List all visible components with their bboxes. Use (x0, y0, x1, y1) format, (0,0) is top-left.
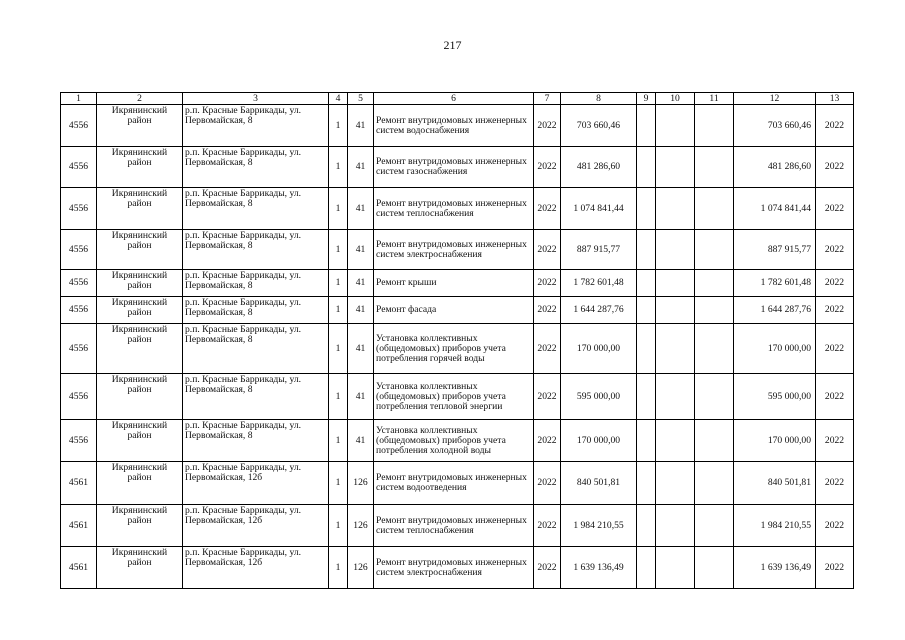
work-type-cell: Установка коллективных (общедомовых) приборов учета потребления холодной воды (374, 420, 534, 462)
col-9-value-cell (637, 105, 656, 147)
table-row (61, 324, 854, 374)
address-cell: р.п. Красные Баррикады, ул. Первомайская, 8 (183, 147, 329, 188)
col-9-value-cell (637, 230, 656, 270)
row-number-cell: 4556 (61, 188, 97, 230)
year-planned-cell: 2022 (534, 188, 561, 230)
col-5-value-cell: 41 (348, 230, 374, 270)
col-4-value-cell: 1 (329, 324, 348, 374)
col-10-value-cell (656, 105, 695, 147)
col-11-value-cell (695, 462, 734, 505)
total-cost-cell: 887 915,77 (561, 230, 637, 270)
work-type-cell: Ремонт внутридомовых инженерных систем электроснабжения (374, 547, 534, 589)
col-5-value-cell: 126 (348, 547, 374, 589)
col-9-value-cell (637, 297, 656, 324)
col-11-value-cell (695, 547, 734, 589)
table-body (61, 93, 854, 589)
total-cost-cell: 1 074 841,44 (561, 188, 637, 230)
col-11-value-cell (695, 188, 734, 230)
col-9-value-cell (637, 324, 656, 374)
col-9-value-cell (637, 270, 656, 297)
district-cell: Икрянинский район (97, 147, 183, 188)
col-4-value-cell: 1 (329, 188, 348, 230)
col-9-value-cell (637, 547, 656, 589)
col-5-value-cell: 126 (348, 462, 374, 505)
col-4-value-cell: 1 (329, 105, 348, 147)
col-4-value-cell: 1 (329, 547, 348, 589)
col-10-value-cell (656, 505, 695, 547)
year-planned-cell: 2022 (534, 505, 561, 547)
row-number-cell: 4556 (61, 147, 97, 188)
col-11-value-cell (695, 505, 734, 547)
total-cost-cell: 840 501,81 (561, 462, 637, 505)
column-number-7: 7 (534, 93, 561, 105)
col-4-value-cell: 1 (329, 420, 348, 462)
address-cell: р.п. Красные Баррикады, ул. Первомайская, 8 (183, 230, 329, 270)
table-row (61, 297, 854, 324)
column-number-12: 12 (734, 93, 816, 105)
col-5-value-cell: 41 (348, 188, 374, 230)
fund-cost-cell: 887 915,77 (734, 230, 816, 270)
col-11-value-cell (695, 147, 734, 188)
col-11-value-cell (695, 230, 734, 270)
year-planned-cell: 2022 (534, 462, 561, 505)
total-cost-cell: 170 000,00 (561, 420, 637, 462)
work-type-cell: Ремонт внутридомовых инженерных систем электроснабжения (374, 230, 534, 270)
col-5-value-cell: 41 (348, 324, 374, 374)
year-planned-cell: 2022 (534, 324, 561, 374)
total-cost-cell: 170 000,00 (561, 324, 637, 374)
row-number-cell: 4556 (61, 297, 97, 324)
district-cell: Икрянинский район (97, 374, 183, 420)
table-row (61, 270, 854, 297)
work-type-cell: Ремонт крыши (374, 270, 534, 297)
district-cell: Икрянинский район (97, 297, 183, 324)
fund-cost-cell: 840 501,81 (734, 462, 816, 505)
col-4-value-cell: 1 (329, 270, 348, 297)
col-5-value-cell: 126 (348, 505, 374, 547)
address-cell: р.п. Красные Баррикады, ул. Первомайская, 8 (183, 374, 329, 420)
fund-cost-cell: 703 660,46 (734, 105, 816, 147)
col-4-value-cell: 1 (329, 147, 348, 188)
address-cell: р.п. Красные Баррикады, ул. Первомайская, 8 (183, 420, 329, 462)
col-9-value-cell (637, 374, 656, 420)
table-row (61, 147, 854, 188)
col-11-value-cell (695, 374, 734, 420)
year-planned-cell: 2022 (534, 420, 561, 462)
column-number-9: 9 (637, 93, 656, 105)
table-row (61, 188, 854, 230)
district-cell: Икрянинский район (97, 270, 183, 297)
col-5-value-cell: 41 (348, 105, 374, 147)
column-number-3: 3 (183, 93, 329, 105)
year-planned-cell: 2022 (534, 270, 561, 297)
col-11-value-cell (695, 105, 734, 147)
col-5-value-cell: 41 (348, 374, 374, 420)
year-completion-cell: 2022 (816, 105, 854, 147)
year-completion-cell: 2022 (816, 270, 854, 297)
address-cell: р.п. Красные Баррикады, ул. Первомайская, 12б (183, 462, 329, 505)
work-type-cell: Ремонт внутридомовых инженерных систем водоотведения (374, 462, 534, 505)
fund-cost-cell: 1 074 841,44 (734, 188, 816, 230)
year-completion-cell: 2022 (816, 505, 854, 547)
column-number-1: 1 (61, 93, 97, 105)
year-planned-cell: 2022 (534, 297, 561, 324)
address-cell: р.п. Красные Баррикады, ул. Первомайская, 12б (183, 505, 329, 547)
row-number-cell: 4556 (61, 420, 97, 462)
row-number-cell: 4561 (61, 505, 97, 547)
district-cell: Икрянинский район (97, 420, 183, 462)
row-number-cell: 4556 (61, 270, 97, 297)
total-cost-cell: 481 286,60 (561, 147, 637, 188)
col-10-value-cell (656, 188, 695, 230)
table-row (61, 505, 854, 547)
fund-cost-cell: 481 286,60 (734, 147, 816, 188)
address-cell: р.п. Красные Баррикады, ул. Первомайская, 8 (183, 270, 329, 297)
table-row (61, 230, 854, 270)
col-10-value-cell (656, 462, 695, 505)
col-11-value-cell (695, 270, 734, 297)
address-cell: р.п. Красные Баррикады, ул. Первомайская, 8 (183, 297, 329, 324)
district-cell: Икрянинский район (97, 105, 183, 147)
col-5-value-cell: 41 (348, 147, 374, 188)
column-number-10: 10 (656, 93, 695, 105)
year-completion-cell: 2022 (816, 420, 854, 462)
district-cell: Икрянинский район (97, 505, 183, 547)
work-type-cell: Ремонт внутридомовых инженерных систем газоснабжения (374, 147, 534, 188)
col-10-value-cell (656, 230, 695, 270)
work-type-cell: Установка коллективных (общедомовых) приборов учета потребления горячей воды (374, 324, 534, 374)
table-row (61, 374, 854, 420)
fund-cost-cell: 170 000,00 (734, 324, 816, 374)
year-completion-cell: 2022 (816, 297, 854, 324)
col-5-value-cell: 41 (348, 270, 374, 297)
year-planned-cell: 2022 (534, 374, 561, 420)
col-5-value-cell: 41 (348, 297, 374, 324)
column-number-5: 5 (348, 93, 374, 105)
work-type-cell: Ремонт внутридомовых инженерных систем теплоснабжения (374, 188, 534, 230)
total-cost-cell: 1 782 601,48 (561, 270, 637, 297)
year-planned-cell: 2022 (534, 230, 561, 270)
fund-cost-cell: 170 000,00 (734, 420, 816, 462)
year-completion-cell: 2022 (816, 147, 854, 188)
row-number-cell: 4561 (61, 547, 97, 589)
col-10-value-cell (656, 547, 695, 589)
col-4-value-cell: 1 (329, 462, 348, 505)
address-cell: р.п. Красные Баррикады, ул. Первомайская, 8 (183, 188, 329, 230)
address-cell: р.п. Красные Баррикады, ул. Первомайская, 8 (183, 105, 329, 147)
district-cell: Икрянинский район (97, 188, 183, 230)
fund-cost-cell: 1 782 601,48 (734, 270, 816, 297)
fund-cost-cell: 1 644 287,76 (734, 297, 816, 324)
work-type-cell: Установка коллективных (общедомовых) приборов учета потребления тепловой энергии (374, 374, 534, 420)
column-number-11: 11 (695, 93, 734, 105)
fund-cost-cell: 1 639 136,49 (734, 547, 816, 589)
year-planned-cell: 2022 (534, 147, 561, 188)
year-completion-cell: 2022 (816, 374, 854, 420)
col-9-value-cell (637, 505, 656, 547)
address-cell: р.п. Красные Баррикады, ул. Первомайская, 12б (183, 547, 329, 589)
col-11-value-cell (695, 324, 734, 374)
column-number-8: 8 (561, 93, 637, 105)
col-9-value-cell (637, 188, 656, 230)
district-cell: Икрянинский район (97, 547, 183, 589)
col-10-value-cell (656, 324, 695, 374)
district-cell: Икрянинский район (97, 462, 183, 505)
col-10-value-cell (656, 374, 695, 420)
table-row (61, 105, 854, 147)
col-5-value-cell: 41 (348, 420, 374, 462)
total-cost-cell: 703 660,46 (561, 105, 637, 147)
table-row (61, 420, 854, 462)
col-4-value-cell: 1 (329, 505, 348, 547)
district-cell: Икрянинский район (97, 230, 183, 270)
col-10-value-cell (656, 147, 695, 188)
registry-table (60, 92, 854, 589)
year-completion-cell: 2022 (816, 188, 854, 230)
column-number-6: 6 (374, 93, 534, 105)
col-10-value-cell (656, 297, 695, 324)
col-10-value-cell (656, 420, 695, 462)
col-10-value-cell (656, 270, 695, 297)
year-planned-cell: 2022 (534, 547, 561, 589)
col-4-value-cell: 1 (329, 230, 348, 270)
col-4-value-cell: 1 (329, 374, 348, 420)
total-cost-cell: 595 000,00 (561, 374, 637, 420)
col-11-value-cell (695, 420, 734, 462)
row-number-cell: 4556 (61, 324, 97, 374)
row-number-cell: 4556 (61, 374, 97, 420)
work-type-cell: Ремонт фасада (374, 297, 534, 324)
year-completion-cell: 2022 (816, 230, 854, 270)
year-planned-cell: 2022 (534, 105, 561, 147)
row-number-cell: 4556 (61, 230, 97, 270)
year-completion-cell: 2022 (816, 462, 854, 505)
col-9-value-cell (637, 147, 656, 188)
column-number-row (61, 93, 854, 105)
total-cost-cell: 1 644 287,76 (561, 297, 637, 324)
work-type-cell: Ремонт внутридомовых инженерных систем теплоснабжения (374, 505, 534, 547)
col-9-value-cell (637, 420, 656, 462)
column-number-2: 2 (97, 93, 183, 105)
row-number-cell: 4556 (61, 105, 97, 147)
column-number-13: 13 (816, 93, 854, 105)
column-number-4: 4 (329, 93, 348, 105)
fund-cost-cell: 595 000,00 (734, 374, 816, 420)
table-row (61, 462, 854, 505)
col-9-value-cell (637, 462, 656, 505)
year-completion-cell: 2022 (816, 547, 854, 589)
address-cell: р.п. Красные Баррикады, ул. Первомайская, 8 (183, 324, 329, 374)
district-cell: Икрянинский район (97, 324, 183, 374)
row-number-cell: 4561 (61, 462, 97, 505)
col-11-value-cell (695, 297, 734, 324)
table-row (61, 547, 854, 589)
col-4-value-cell: 1 (329, 297, 348, 324)
work-type-cell: Ремонт внутридомовых инженерных систем водоснабжения (374, 105, 534, 147)
page-number: 217 (443, 38, 462, 52)
year-completion-cell: 2022 (816, 324, 854, 374)
total-cost-cell: 1 639 136,49 (561, 547, 637, 589)
total-cost-cell: 1 984 210,55 (561, 505, 637, 547)
fund-cost-cell: 1 984 210,55 (734, 505, 816, 547)
